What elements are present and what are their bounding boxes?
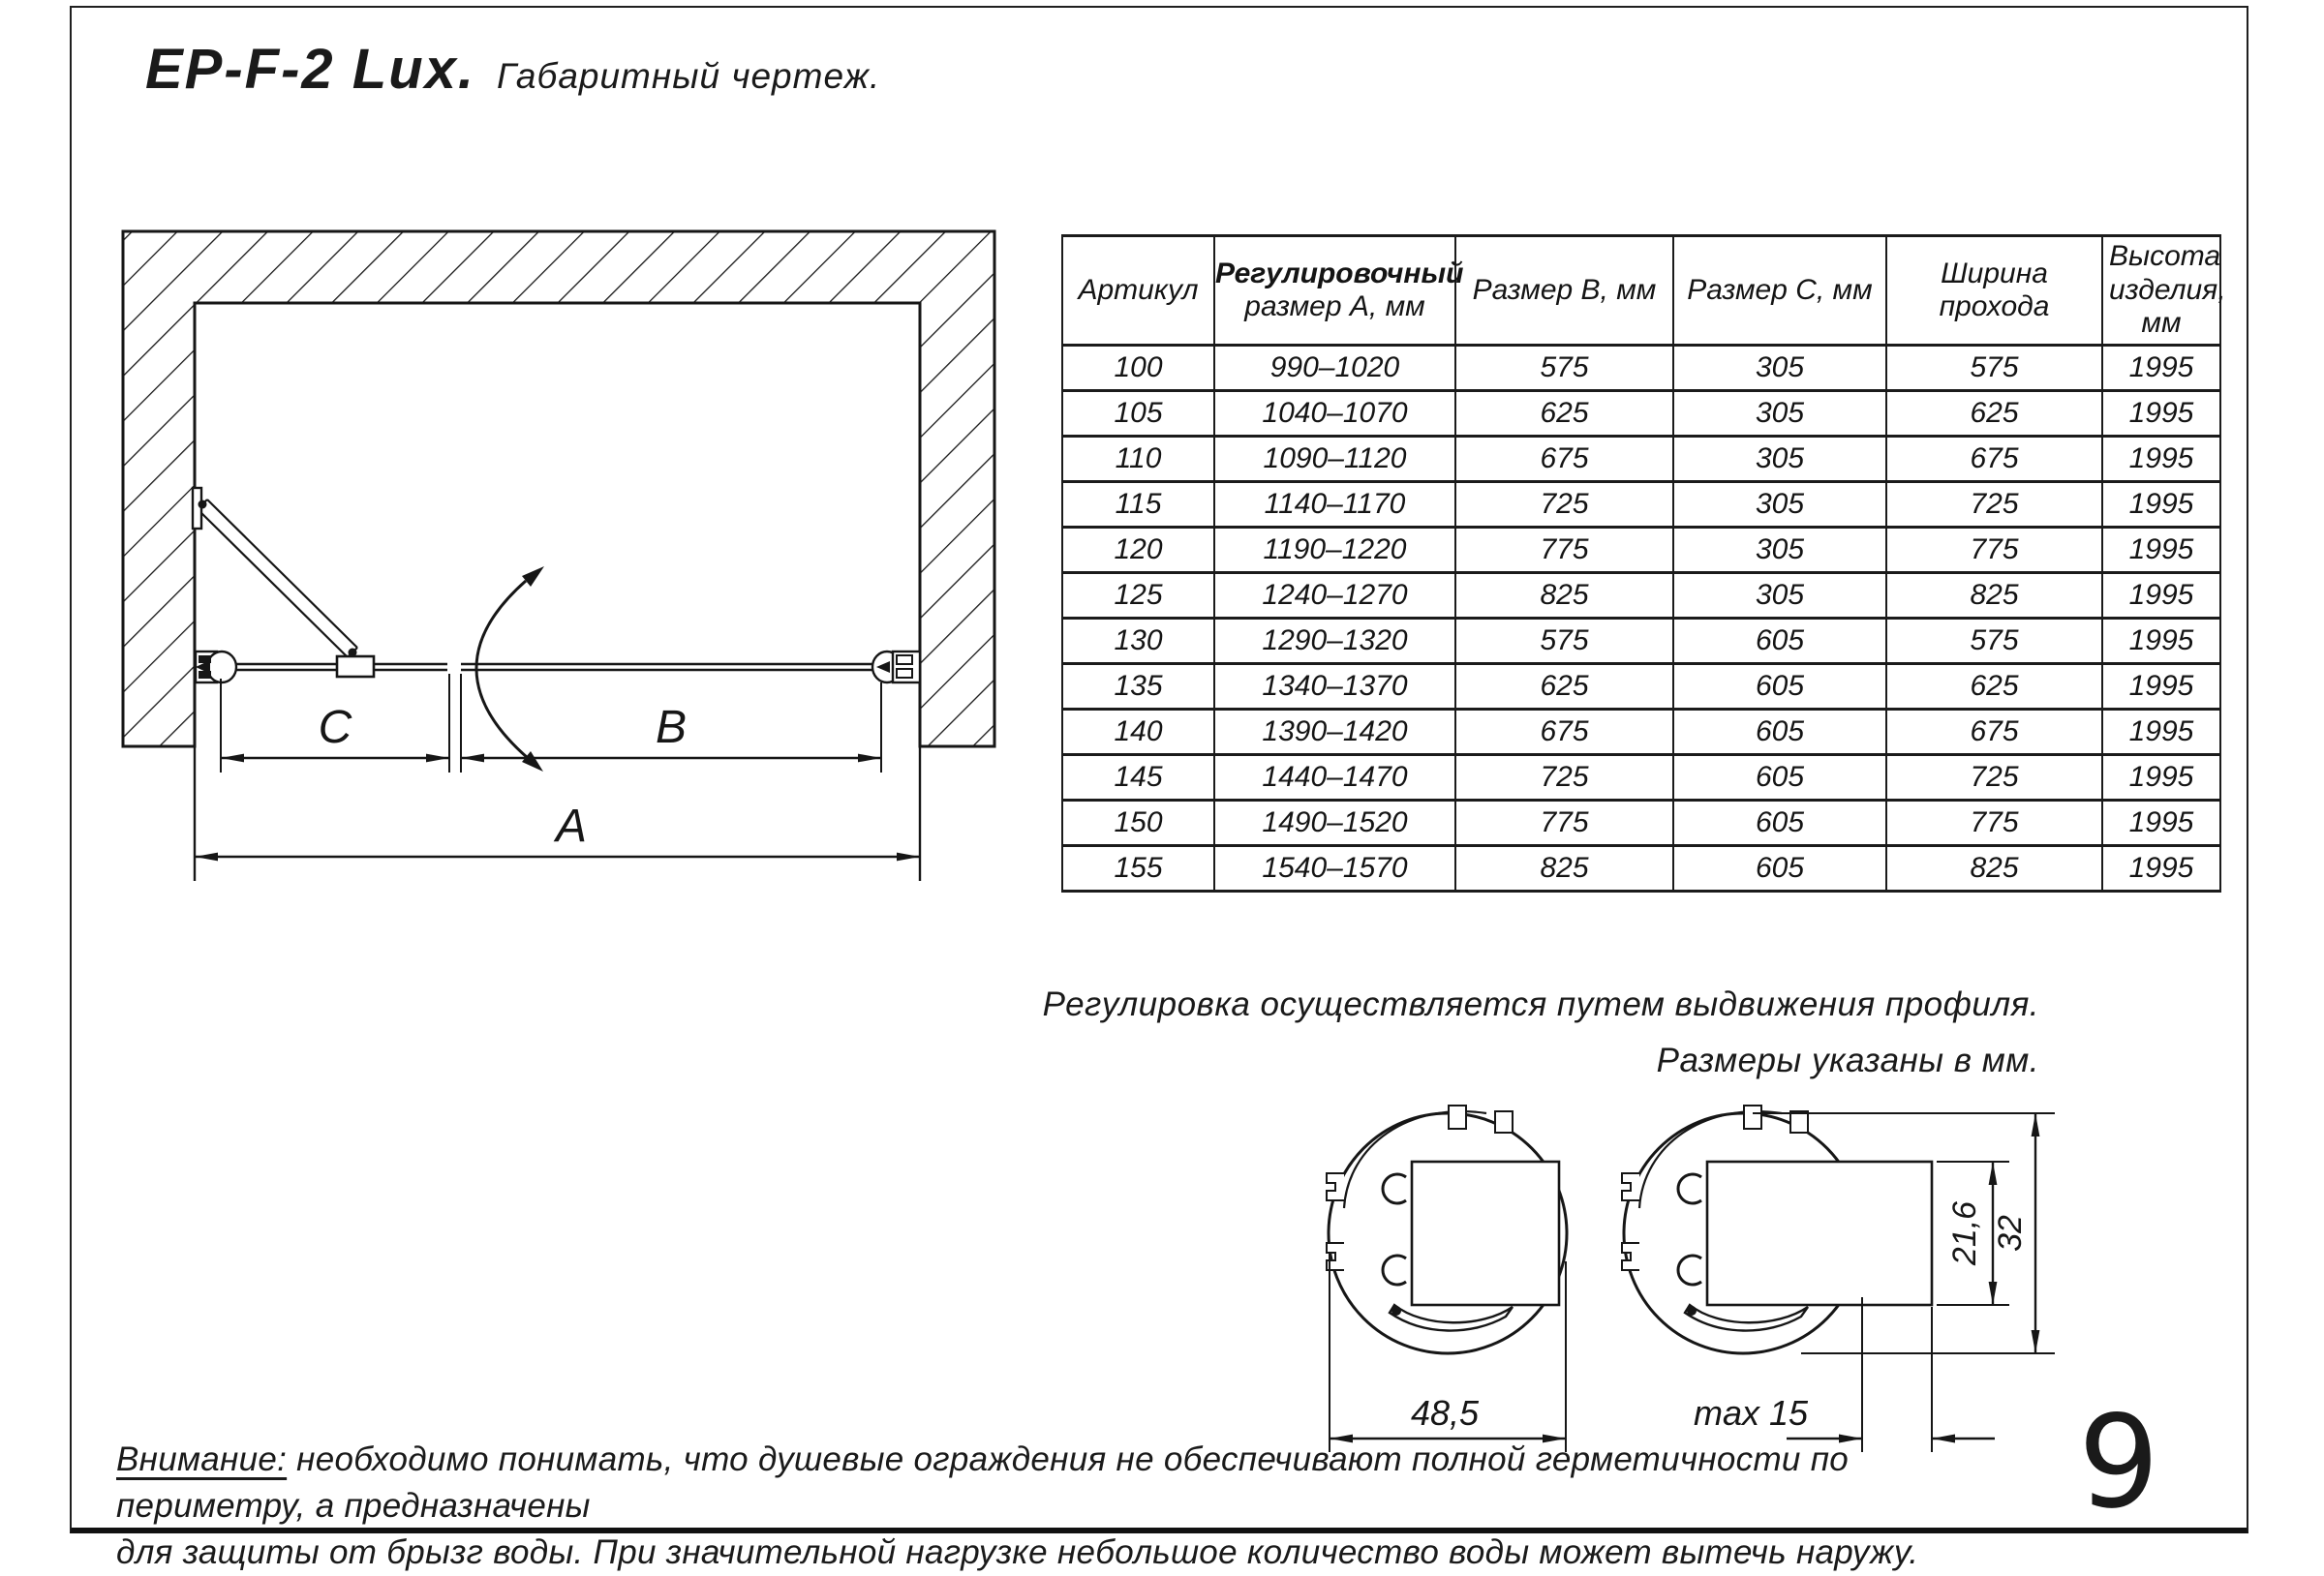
table-cell: 575 [1886, 346, 2102, 391]
table-cell: 605 [1673, 619, 1886, 664]
table-cell: 1995 [2102, 619, 2220, 664]
table-cell: 1995 [2102, 846, 2220, 892]
table-cell: 605 [1673, 755, 1886, 801]
table-cell: 605 [1673, 664, 1886, 710]
table-cell: 725 [1455, 755, 1673, 801]
table-row [1062, 619, 2220, 664]
table-cell: 625 [1886, 391, 2102, 437]
table-cell: 1995 [2102, 437, 2220, 482]
table-cell: 825 [1455, 573, 1673, 619]
table-cell: 605 [1673, 710, 1886, 755]
dim-label-a: A [555, 801, 588, 852]
table-cell: 305 [1673, 482, 1886, 528]
units-note: Размеры указаны в мм. [1656, 1042, 2039, 1079]
col-header-size-a-rest: размер А, мм [1244, 290, 1425, 322]
table-cell: 625 [1455, 391, 1673, 437]
table-cell: 1440–1470 [1214, 755, 1455, 801]
dimensional-drawing [107, 211, 1026, 889]
dim-label-21-6: 21,6 [1946, 1200, 1983, 1266]
table-cell: 135 [1062, 664, 1214, 710]
table-cell: 1390–1420 [1214, 710, 1455, 755]
table-cell: 725 [1886, 482, 2102, 528]
table-cell: 675 [1455, 710, 1673, 755]
table-cell: 575 [1455, 346, 1673, 391]
col-header-size-a [1214, 236, 1464, 346]
table-cell: 110 [1062, 437, 1214, 482]
table-cell: 145 [1062, 755, 1214, 801]
col-header-size-c: Размер С, мм [1673, 236, 1886, 346]
table-cell: 120 [1062, 528, 1214, 573]
table-row [1062, 528, 2220, 573]
table-cell: 1995 [2102, 391, 2220, 437]
table-cell: 575 [1455, 619, 1673, 664]
warning-label: Внимание: [116, 1440, 288, 1478]
table-cell: 605 [1673, 801, 1886, 846]
profile-cross-sections [1298, 1053, 2111, 1470]
table-cell: 675 [1455, 437, 1673, 482]
table-cell: 150 [1062, 801, 1214, 846]
table-row [1062, 755, 2220, 801]
support-brace [198, 500, 357, 657]
table-cell: 1040–1070 [1214, 391, 1455, 437]
table-cell: 625 [1455, 664, 1673, 710]
table-row [1062, 437, 2220, 482]
table-cell: 675 [1886, 710, 2102, 755]
table-cell: 1995 [2102, 573, 2220, 619]
brace-pivot-top [199, 500, 207, 509]
profile-section-left [1327, 1106, 1567, 1353]
table-cell: 1995 [2102, 664, 2220, 710]
table-row [1062, 801, 2220, 846]
page-number: 9 [2078, 1388, 2159, 1537]
col-header-artikul: Артикул [1062, 236, 1214, 346]
table-cell: 625 [1886, 664, 2102, 710]
table-cell: 1995 [2102, 710, 2220, 755]
table-cell: 105 [1062, 391, 1214, 437]
dim-label-c: C [318, 702, 352, 753]
wall-profile-left [196, 652, 236, 682]
table-cell: 1240–1270 [1214, 573, 1455, 619]
dim-label-b: B [655, 702, 688, 753]
table-cell: 775 [1455, 528, 1673, 573]
drawing-type-label: Габаритный чертеж. [497, 56, 881, 96]
table-cell: 140 [1062, 710, 1214, 755]
warning-line-1 [116, 1437, 2043, 1530]
table-cell: 1090–1120 [1214, 437, 1455, 482]
spec-table [1061, 234, 2226, 893]
table-cell: 725 [1455, 482, 1673, 528]
table-cell: 775 [1886, 528, 2102, 573]
table-header-row [1062, 236, 2220, 346]
dim-label-max-15: max 15 [1693, 1393, 1809, 1433]
table-cell: 825 [1455, 846, 1673, 892]
table-cell: 305 [1673, 437, 1886, 482]
table-cell: 1995 [2102, 346, 2220, 391]
table-cell: 990–1020 [1214, 346, 1455, 391]
table-body [1062, 346, 2220, 892]
col-header-height: Высота изделия, мм [2102, 236, 2220, 346]
table-cell: 125 [1062, 573, 1214, 619]
table-row [1062, 391, 2220, 437]
profile-section-right [1622, 1106, 1932, 1353]
table-cell: 825 [1886, 846, 2102, 892]
table-cell: 305 [1673, 391, 1886, 437]
table-cell: 1995 [2102, 755, 2220, 801]
table-cell: 1995 [2102, 482, 2220, 528]
table-cell: 575 [1886, 619, 2102, 664]
table-cell: 1540–1570 [1214, 846, 1455, 892]
table-cell: 1490–1520 [1214, 801, 1455, 846]
warning-text [116, 1437, 2043, 1576]
warning-line-1-rest: необходимо понимать, что душевые ограждения не обеспечивают полной герметичности по периметру, а предназначены [116, 1440, 1850, 1525]
glass-clamp-bracket [337, 656, 374, 677]
col-header-width-pass: Ширина прохода [1886, 236, 2102, 346]
dim-label-48-5: 48,5 [1410, 1393, 1480, 1433]
table-row [1062, 573, 2220, 619]
table-cell: 305 [1673, 528, 1886, 573]
table-cell: 775 [1455, 801, 1673, 846]
table-row [1062, 346, 2220, 391]
table-cell: 1190–1220 [1214, 528, 1455, 573]
col-header-size-b: Размер В, мм [1455, 236, 1673, 346]
product-code: EP-F-2 Lux. [145, 38, 476, 101]
table-cell: 775 [1886, 801, 2102, 846]
wall-profile-right [872, 652, 920, 682]
table-cell: 305 [1673, 346, 1886, 391]
table-cell: 100 [1062, 346, 1214, 391]
table-cell: 1290–1320 [1214, 619, 1455, 664]
table-cell: 1995 [2102, 801, 2220, 846]
warning-line-2: для защиты от брызг воды. При значительной нагрузке небольшое количество воды может вытечь наружу. [116, 1533, 1919, 1571]
table-cell: 605 [1673, 846, 1886, 892]
table-cell: 115 [1062, 482, 1214, 528]
table-cell: 1340–1370 [1214, 664, 1455, 710]
col-header-size-a-bold: Регулировочный [1215, 257, 1464, 289]
table-row [1062, 846, 2220, 892]
dim-label-32: 32 [1992, 1215, 2029, 1252]
brace-wall-bracket [193, 488, 201, 529]
page-title [145, 37, 880, 102]
adjustment-note: Регулировка осуществляется путем выдвижения профиля. [1042, 985, 2039, 1023]
door-panel-glass [461, 664, 875, 670]
table-row [1062, 664, 2220, 710]
table-row [1062, 482, 2220, 528]
table-row [1062, 710, 2220, 755]
table-cell: 675 [1886, 437, 2102, 482]
table-cell: 1140–1170 [1214, 482, 1455, 528]
table-cell: 155 [1062, 846, 1214, 892]
table-cell: 725 [1886, 755, 2102, 801]
table-cell: 130 [1062, 619, 1214, 664]
table-cell: 1995 [2102, 528, 2220, 573]
table-cell: 825 [1886, 573, 2102, 619]
table-cell: 305 [1673, 573, 1886, 619]
